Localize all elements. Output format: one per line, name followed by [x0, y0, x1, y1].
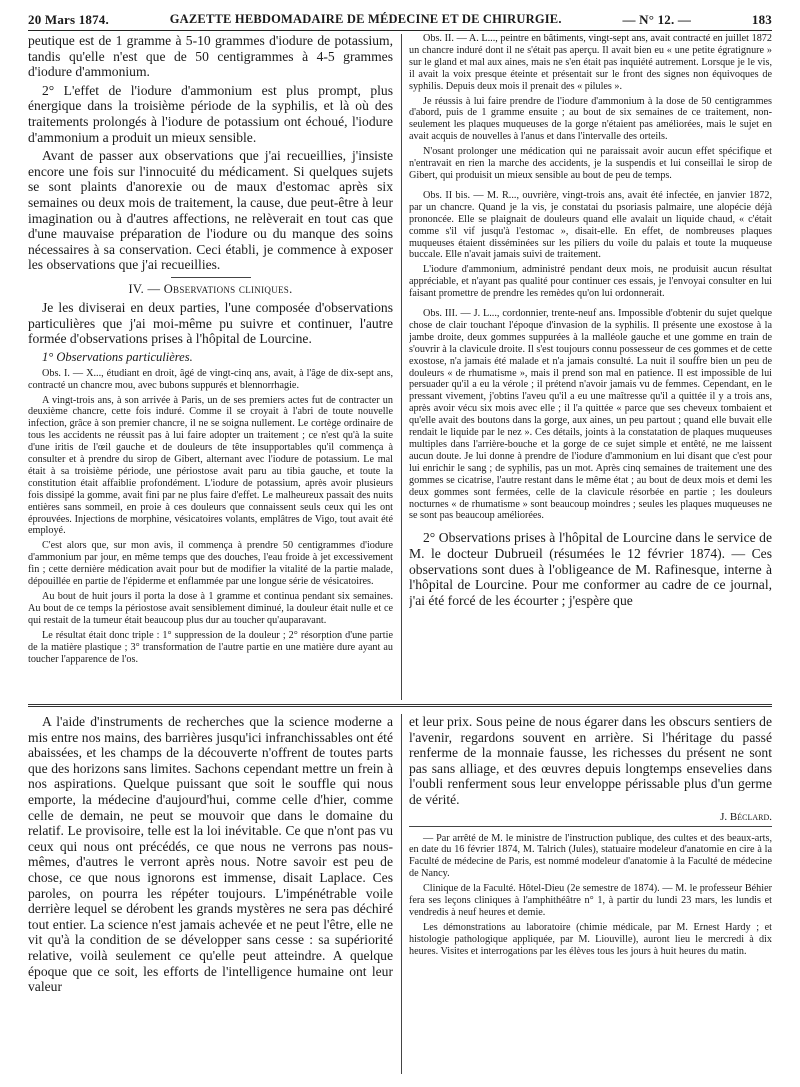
signature: J. Béclard. — [720, 810, 772, 823]
header-number: — N° 12. — — [622, 12, 692, 27]
lourcine-paragraph: 2° Observations prises à l'hôpital de Lourcine dans le service de M. le docteur Dubrueil (résumées le 12 février 1874). — Ces observations sont dues à l'obligeance de M. Rafinesque, interne à l'hôpital de Lourcine. Pour me conformer au cadre de ce journal, j'ai été forcé de les écourter ; j'espère que — [409, 530, 772, 608]
observation-1-c: C'est alors que, sur mon avis, il commença à prendre 50 centigrammes d'iodure d'ammonium par jour, en même temps que des douches, l'eau froide à jet excessivement fin ; cette dernière médication avait pour but de modifier la vitalité de la partie malade, dépouillée en partie de l'épiderme et enflammée par une longue série de vésicatoires. — [28, 540, 393, 588]
news-rule — [409, 826, 772, 827]
section-title-text: IV. — Observations cliniques. — [128, 281, 293, 296]
observation-1-b: A vingt-trois ans, à son arrivée à Paris, un de ses premiers actes fut de contracter un deuxième chancre, cette fois induré. Comme il se croyait à l'abri de toute nouvelle infection, grâce à son premier chancre, il ne se soigna nullement. Le cortège ordinaire de tous les accidents ne réussit pas à lui faire adopter un traitement ; ce n'est qu'à la suite d'une iritis de l'œil gauche et de douleurs de tête insupportables qu'il commença à consulter et à prendre du sirop de Gibert, alternant avec l'iodure de potassium. Le mal était à sa troisième période, une périostose avait paru au tibia gauche, et toute la constitution était affaiblie profondément. L'iodure de potassium, après avoir plusieurs fois dissipé la gomme, avait fini par ne plus faire d'effet. Le malheureux passait des nuits entières sans sommeil, en proie à ces douleurs que connaissent seuls ceux qui les ont éprouvées. Injections de morphine, vésicatoires volants, emplâtres de Vigo, tout avait été employé. — [28, 394, 393, 537]
observation-1-e: Le résultat était donc triple : 1° suppression de la douleur ; 2° résorption d'une partie de la matière plastique ; 3° transformation de l'autre partie en une matière dure ayant au toucher l'apparence de l'os. — [28, 629, 393, 665]
left-paragraph-1: peutique est de 1 gramme à 5-10 grammes d'iodure de potassium, tandis qu'elle n'est que de 50 centigrammes à 4-5 grammes d'iodure d'ammonium. — [28, 33, 393, 80]
bottom-left-column — [28, 714, 393, 1079]
left-paragraph-4: Je les diviserai en deux parties, l'une composée d'observations particulières que j'ai moi-même pu suivre et continuer, l'autre formée d'observations prises à l'hôpital de Lourcine. — [28, 299, 393, 347]
feuilleton-divider — [28, 704, 772, 707]
feuilleton-paragraph-1: A l'aide d'instruments de recherches que la science moderne a mis entre nos mains, des barrières jusqu'ici infranchissables ont été abaissées, et les champs de la découverte n'offrent de toutes parts que des horizons sans limites. Sachons cependant mettre un frein à nos aspirations. Quelque puissant que soit le souffle qui nous emporte, la médecine d'aujourd'hui, comme celle d'hier, comme celle de demain, ne peut se mouvoir que dans le domaine du relatif. Le provisoire, telle est la loi inévitable. Ce que n'ont pas vu ceux qui nous ont précédés, ce que nous ne verrons pas nous-mêmes, d'autres le verront après nous. Notre savoir est peu de chose, ce que nous ignorons est immense, disait Laplace. Ces paroles, on pourra les répéter toujours. L'impénétrable voile derrière lequel se dérobent les grands mystères ne sera pas déchiré tout entier. La science n'est jamais achevée et ne peut l'être, elle ne vit qu'à la condition de se développer sans cesse : sa supériorité relative, voilà seulement ce qu'elle peut atteindre. A quelque époque que ce soit, les efforts de l'intelligence humaine ont leur valeur — [28, 714, 393, 995]
observation-2-bis-b: L'iodure d'ammonium, administré pendant deux mois, ne produisit aucun résultat appréciable, et n'ayant pas qualité pour continuer ces essais, je l'envoyai consulter en lui faisant promettre de prendre les remèdes qu'on lui ordonnerait. — [409, 264, 772, 300]
header-page-number: 183 — [751, 12, 772, 27]
observation-1: Obs. I. — X..., étudiant en droit, âgé de vingt-cinq ans, avait, à l'âge de dix-sept ans, contracté un chancre mou, avec bubons suppurés et blennorrhagie. — [28, 367, 393, 391]
column-divider-upper — [401, 34, 402, 700]
news-item-2: Clinique de la Faculté. Hôtel-Dieu (2e semestre de 1874). — M. le professeur Béhier fera ses leçons cliniques à l'amphithéâtre n° 1, à partir du lundi 23 mars, les lundis et vendredis à neuf heures et demie. — [409, 883, 772, 918]
left-paragraph-3: Avant de passer aux observations que j'ai recueillies, j'insiste encore une fois sur l'innocuité du médicament. Si quelques sujets se sont plaints d'anorexie ou de maux d'estomac après six semaines ou deux mois de traitement, la cause, due peut-être à leur imagination ou à d'autres affections, ne relèverait en tout cas que d'une mauvaise préparation de l'iodure ou du manque des soins nécessaires à sa conservation. Ceci établi, je commence à exposer les observations que j'ai recueillies. — [28, 148, 393, 273]
news-item-1: — Par arrêté de M. le ministre de l'instruction publique, des cultes et des beaux-arts, en date du 16 février 1874, M. Talrich (Jules), statuaire modeleur d'anatomie en cire à la Faculté de médecine de Paris, est nommé modeleur d'anatomie à la Faculté de médecine de Nancy. — [409, 832, 772, 880]
header-title: GAZETTE HEBDOMADAIRE DE MÉDECINE ET DE CHIRURGIE. — [169, 12, 562, 26]
observation-2-bis: Obs. II bis. — M. R..., ouvrière, vingt-trois ans, avait été infectée, en janvier 1872, par un chancre. Quand je la vis, je constatai du psoriasis palmaire, une alopécie déjà prononcée. Elle se plaignait de douleurs quand elle avalait un liquide chaud, « c'était comme s'il vif jusqu'à l'estomac », disait-elle. En effet, de nombreuses plaques muqueuses étaient disséminées sur les piliers du voile du palais et toute la muqueuse buccale. Elle n'avait jamais suivi de traitement. — [409, 189, 772, 261]
subsection-heading: 1° Observations particulières. — [42, 349, 193, 364]
column-divider-lower — [401, 714, 402, 1074]
bottom-right-column — [409, 714, 772, 1079]
observation-2-c: N'osant prolonger une médication qui ne paraissait avoir aucun effet spécifique et n'entravait en rien la marche des accidents, je la suspendis et lui conseillai le sirop de Gibert, qui produisit un mieux sensible au bout de peu de temps. — [409, 146, 772, 181]
left-paragraph-2: 2° L'effet de l'iodure d'ammonium est plus prompt, plus énergique dans la troisième période de la syphilis, et là où des traitements prolongés à l'iodure de potassium ont échoué, l'iodure d'ammonium a produit un mieux sensible. — [28, 82, 393, 145]
header-date: 20 Mars 1874. — [28, 12, 109, 27]
left-column — [28, 33, 393, 688]
section-title — [28, 282, 393, 297]
header-rule — [28, 30, 772, 31]
feuilleton-paragraph-2: et leur prix. Sous peine de nous égarer dans les obscurs sentiers de l'avenir, regardons souvent en arrière. Si l'héritage du passé renferme de la monnaie fausse, les richesses du présent ne sont pas sans alliage, et des œuvres depuis longtemps ensevelies dans l'oubli renferment sous leur enveloppe périssable plus d'un germe de vérité. — [409, 714, 772, 807]
right-column — [409, 33, 772, 701]
observation-3: Obs. III. — J. L..., cordonnier, trente-neuf ans. Impossible d'obtenir du sujet quelque chose de clair touchant l'époque d'invasion de la syphilis. Il présente une exostose à la jambe droite, deux gommes suppurées à la malléole gauche et une gomme en train de s'ouvrir à la clavicule droite. Il s'est toujours connu possesseur de ces gommes et de cette exostose, n'a jamais été malade et n'a jamais consulté. La nuit il souffre bien un peu de douleurs « de rhumatisme », mais il prend son mal en patience. Il est impossible de lui persuader qu'il a eu la vérole ; il prétend n'avoir jamais vu de femmes. Cependant, en le pressant vivement, j'obtins l'aveu qu'il a eu une maîtresse qu'il a quittée il y a trois ans, après avoir vécu six mois avec elle ; il l'a quittée « parce que ses cheveux tombaient et qu'elle avait des boutons dans la gorge, aux aines, un peu partout ; quand elle buvait elle rendait le liquide par le nez ». Ces détails, joints à la constatation de plaques muqueuses multiples dans l'arrière-bouche et la gorge de ce sujet simple et entêté, ne me laissent aucun doute. Je lui donne à prendre de l'iodure d'ammonium en lui disant que c'est pour lui enrichir le sang ; de syphilis, pas un mot. Après cinq semaines de traitement une des gommes se cicatrise, l'autre restant dans le même état ; au bout de deux mois et demi les deux gommes sont fermées, celle de la clavicule résorbée en partie ; les douleurs nocturnes « de rhumatisme » sont beaucoup moindres ; seules les plaques muqueuses ne se sont pas beaucoup améliorées. — [409, 308, 772, 522]
observation-2-b: Je réussis à lui faire prendre de l'iodure d'ammonium à la dose de 50 centigrammes d'abord, puis de 1 gramme ensuite ; au bout de six semaines de ce traitement, non-seulement les plaques muqueuses de la gorge n'étaient pas améliorées, mais le sujet en avait acquis de nouvelles à l'anus et dans l'intervalle des orteils. — [409, 95, 772, 143]
left-divider — [171, 277, 251, 278]
observation-2: Obs. II. — A. L..., peintre en bâtiments, vingt-sept ans, avait contracté en juillet 1872 un chancre induré dont il ne s'était pas aperçu. Il avait bien eu « une petite égratignure » sur le gland et mal aux aines, mais ne s'en était pas inquiété autrement. Lorsque je le vis, il avait la voix presque éteinte et présentait sur le front des signes non équivoques de syphilis. Depuis deux mois il prenait des « pilules ». — [409, 33, 772, 92]
observation-1-d: Au bout de huit jours il porta la dose à 1 gramme et continua pendant six semaines. Au bout de ce temps la périostose avait sensiblement diminué, la douleur était nulle et ce qui restait de la tumeur était beaucoup plus dur au toucher qu'auparavant. — [28, 591, 393, 626]
news-item-3: Les démonstrations au laboratoire (chimie médicale, par M. Ernest Hardy ; et histologie pathologique appliquée, par M. Liouville), auront lieu le mercredi à dix heures. Visites et interrogations par les élèves tous les jours à huit heures du matin. — [409, 921, 772, 957]
